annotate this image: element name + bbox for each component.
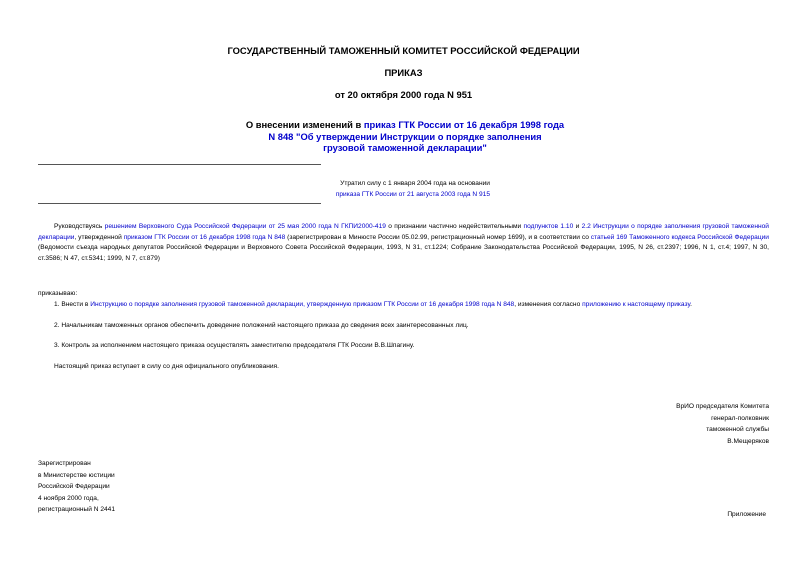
preamble-text: Руководствуясь — [54, 223, 105, 230]
order-item-2: 2. Начальникам таможенных органов обеспечить доведение положений настоящего приказа до сведения всех заинтересованных лиц. — [54, 322, 469, 329]
signature-rank: генерал-полковник — [711, 414, 769, 422]
preamble-paragraph — [38, 222, 769, 264]
lost-force-note — [300, 178, 490, 200]
registration-block — [38, 458, 115, 516]
divider — [38, 203, 321, 204]
subject-link-order[interactable]: приказ ГТК России от 16 декабря 1998 года — [363, 119, 565, 130]
link-customs-code-169[interactable]: статьей 169 Таможенного кодекса Российской Федерации — [590, 233, 769, 241]
order-item-3: 3. Контроль за исполнением настоящего приказа осуществлять заместителю председателя ГТК России В.В.Шпагину. — [54, 342, 415, 349]
order-word: приказываю: — [38, 290, 78, 297]
signature-service: таможенной службы — [706, 426, 769, 433]
link-order-848[interactable]: приказом ГТК России от 16 декабря 1998 года N 848 — [123, 233, 286, 241]
item-text: , изменения согласно — [514, 301, 583, 308]
signature-position: ВрИО председателя Комитета — [676, 403, 769, 410]
subject-prefix: О внесении изменений в — [245, 119, 364, 130]
document-date-number: от 20 октября 2000 года N 951 — [334, 89, 473, 100]
registration-date: 4 ноября 2000 года, — [38, 494, 99, 502]
divider — [38, 164, 321, 165]
link-instruction[interactable]: Инструкцию о порядке заполнения грузовой таможенной декларации, утвержденную приказом ГТК России от 16 декабря 1998 года N 848 — [90, 301, 515, 308]
order-item-1 — [54, 300, 774, 311]
preamble-text: (Ведомости съезда народных депутатов Российской Федерации и Верховного Совета Российской Федерации, 1993, N 31, ст.1224; Собрание Законодательства Российской Федерации, 1995, N 26, ст.2397; 1996, N 1, ст.4; 1997, N 30, ст.3586; N 47, ст.5341; 1999, N 7, ст.879) — [38, 244, 769, 262]
registration-line: Российской Федерации — [38, 483, 110, 490]
effective-date-statement: Настоящий приказ вступает в силу со дня официального опубликования. — [54, 363, 279, 370]
item-text: 1. Внести в — [54, 301, 91, 308]
link-appendix[interactable]: приложению к настоящему приказу — [582, 301, 691, 308]
preamble-text: о признании частично недействительными — [385, 223, 524, 230]
link-subparagraph-1-10[interactable]: подпунктов 1.10 — [523, 223, 574, 230]
signature-name: В.Мещеряков — [727, 437, 769, 445]
document-type: ПРИКАЗ — [384, 67, 423, 78]
registration-number: регистрационный N 2441 — [38, 506, 116, 513]
link-supreme-court-decision[interactable]: решением Верховного Суда Российской Федерации от 25 мая 2000 года N ГКПИ2000-419 — [104, 223, 386, 230]
lost-force-text: Утратил силу с 1 января 2004 года на основании — [340, 180, 490, 187]
preamble-text: (зарегистрирован в Минюсте России 05.02.99, регистрационный номер 1699), и в соответствии со — [285, 233, 591, 241]
registration-line: Зарегистрирован — [38, 460, 91, 467]
document-subject — [200, 119, 610, 154]
signature-block — [560, 401, 769, 447]
preamble-text: и — [573, 223, 582, 230]
registration-line: в Министерстве юстиции — [38, 471, 115, 479]
appendix-label: Приложение — [727, 511, 766, 518]
subject-link-order-title-end[interactable]: грузовой таможенной декларации" — [323, 142, 487, 153]
subject-link-order-title[interactable]: N 848 "Об утверждении Инструкции о порядке заполнения — [268, 130, 542, 142]
lost-force-link[interactable]: приказа ГТК России от 21 августа 2003 года N 915 — [335, 191, 490, 198]
link-instruction-2-2[interactable]: 2.2 Инструкции о порядке заполнения грузовой таможенной декларации — [38, 223, 769, 241]
agency-title: ГОСУДАРСТВЕННЫЙ ТАМОЖЕННЫЙ КОМИТЕТ РОССИЙСКОЙ ФЕДЕРАЦИИ — [227, 45, 580, 56]
item-text: . — [690, 301, 692, 308]
preamble-text: , утвержденной — [74, 233, 124, 241]
